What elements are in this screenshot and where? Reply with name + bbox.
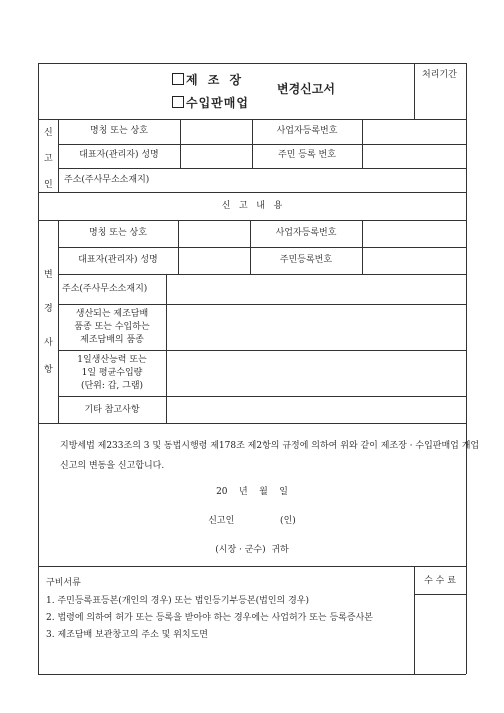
frame-top <box>38 63 466 64</box>
capacity-field[interactable] <box>167 351 465 395</box>
changes-side-1: 변 <box>44 270 53 280</box>
report-content-label: 신 고 내 용 <box>221 201 283 211</box>
changes-resident-field[interactable] <box>363 248 465 273</box>
changes-bizno-field[interactable] <box>363 221 465 246</box>
changes-rep-field[interactable] <box>179 248 249 273</box>
applicant-resident-field[interactable] <box>363 145 465 167</box>
applicant-side-1: 신 <box>44 128 53 138</box>
applicant-name-label: 명칭 또는 상호 <box>90 126 148 136</box>
title-manufacturing: 제 조 장 <box>186 73 245 87</box>
frame-right <box>466 63 467 674</box>
product-label-1: 생산되는 제조담배 <box>75 309 149 319</box>
date-line: 20 년 월 일 <box>216 487 288 497</box>
changes-address-label: 주소(주사무소소재지) <box>62 284 148 294</box>
changes-rep-label: 대표자(관리자) 성명 <box>78 255 158 265</box>
applicant-bizno-field[interactable] <box>363 120 465 143</box>
frame-left <box>38 63 39 674</box>
changes-side-3: 사 <box>44 338 53 348</box>
changes-side-2: 경 <box>44 304 53 314</box>
processing-period-label: 처리기간 <box>422 70 457 80</box>
title-import: 수입판매업 <box>186 96 249 110</box>
fee-label: 수 수 료 <box>424 576 456 586</box>
reporter-line: 신고인 (인) <box>208 516 296 526</box>
changes-side-4: 항 <box>44 365 53 375</box>
changes-name-field[interactable] <box>179 221 249 246</box>
changes-resident-label: 주민등록번호 <box>279 255 333 265</box>
capacity-label-1: 1일생산능력 또는 <box>77 355 147 365</box>
changes-address-field[interactable] <box>167 275 465 303</box>
required-doc-3: 3. 제조담배 보관창고의 주소 및 위치도면 <box>46 630 208 640</box>
changes-bizno-label: 사업자등록번호 <box>275 228 337 238</box>
manufacturing-checkbox[interactable] <box>172 73 184 85</box>
addressee-line: (시장 · 군수) 귀하 <box>215 545 289 555</box>
applicant-bizno-label: 사업자등록번호 <box>276 126 338 136</box>
applicant-rep-label: 대표자(관리자) 성명 <box>79 150 159 160</box>
changes-name-label: 명칭 또는 상호 <box>89 228 147 238</box>
page-title: 변경신고서 <box>277 82 335 96</box>
product-field[interactable] <box>167 305 465 349</box>
required-doc-1: 1. 주민등록표등본(개인의 경우) 또는 법인등기부등본(법인의 경우) <box>46 596 309 606</box>
applicant-address-label: 주소(주사무소소재지) <box>64 175 150 185</box>
required-docs-title: 구비서류 <box>46 578 81 588</box>
capacity-label-3: (단위: 갑, 그램) <box>80 381 144 391</box>
other-notes-label: 기타 참고사항 <box>84 405 140 415</box>
declaration-text: 지방세법 제233조의 3 및 동법시행령 제178조 제2항의 규정에 의하여 위와 같이 제조장 · 수입판매업 개업신고의 변동을 신고합니다. <box>60 441 480 471</box>
applicant-address-field[interactable] <box>170 169 465 191</box>
applicant-resident-label: 주민 등록 번호 <box>278 150 336 160</box>
required-doc-2: 2. 법령에 의하여 허가 또는 등록을 받아야 하는 경우에는 사업허가 또는 등록증사본 <box>46 613 373 623</box>
applicant-side-3: 인 <box>44 180 53 190</box>
product-label-3: 제조담배의 품종 <box>80 335 144 345</box>
applicant-name-field[interactable] <box>181 120 251 143</box>
other-notes-field[interactable] <box>167 397 465 422</box>
applicant-rep-field[interactable] <box>181 145 251 167</box>
product-label-2: 품종 또는 수입하는 <box>74 322 150 332</box>
capacity-label-2: 1일 평균수입량 <box>81 368 143 378</box>
frame-bottom <box>38 674 466 675</box>
import-checkbox[interactable] <box>172 96 184 108</box>
applicant-side-2: 고 <box>44 154 53 164</box>
